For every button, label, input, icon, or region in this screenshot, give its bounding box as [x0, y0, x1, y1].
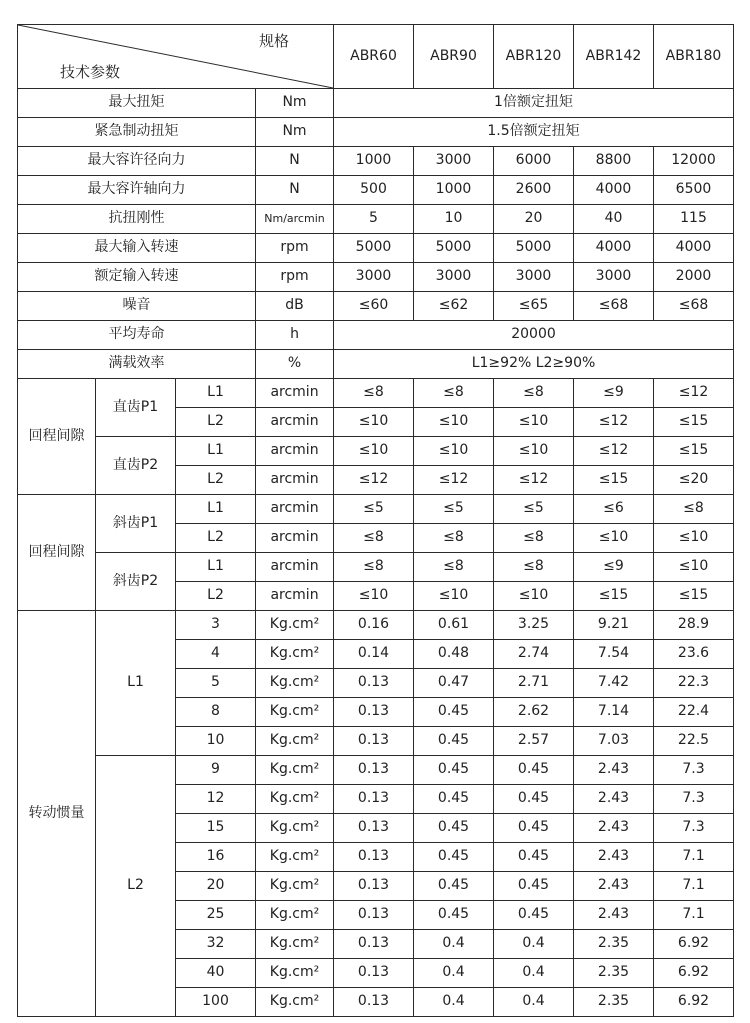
value-cell: 0.13 [334, 843, 414, 872]
unit-cell: Kg.cm² [256, 988, 334, 1017]
subgroup-label: 直齿P1 [96, 379, 176, 437]
subgroup-label: L2 [96, 756, 176, 1017]
value-cell: ≤12 [654, 379, 734, 408]
merged-value: 20000 [334, 321, 734, 350]
value-cell: 1000 [334, 147, 414, 176]
param-name: 平均寿命 [18, 321, 256, 350]
ratio-cell: 5 [176, 669, 256, 698]
unit-cell: arcmin [256, 437, 334, 466]
param-unit: % [256, 350, 334, 379]
ratio-cell: 8 [176, 698, 256, 727]
value-cell: 12000 [654, 147, 734, 176]
value-cell: 7.3 [654, 814, 734, 843]
ratio-cell: 100 [176, 988, 256, 1017]
value-cell: 28.9 [654, 611, 734, 640]
value-cell: 9.21 [574, 611, 654, 640]
value-cell: 10 [414, 205, 494, 234]
backlash-row [18, 553, 734, 582]
value-cell: ≤10 [494, 408, 574, 437]
param-unit: N [256, 147, 334, 176]
value-cell: 3000 [494, 263, 574, 292]
merged-value: L1≥92% L2≥90% [334, 350, 734, 379]
value-cell: 5000 [414, 234, 494, 263]
model-header: ABR60 [334, 25, 414, 89]
value-cell: 0.14 [334, 640, 414, 669]
value-cell: 7.42 [574, 669, 654, 698]
unit-cell: Kg.cm² [256, 611, 334, 640]
unit-cell: arcmin [256, 495, 334, 524]
value-cell: 0.13 [334, 988, 414, 1017]
value-cell: 8800 [574, 147, 654, 176]
value-cell: 0.45 [414, 785, 494, 814]
unit-cell: arcmin [256, 408, 334, 437]
value-cell: ≤68 [654, 292, 734, 321]
unit-cell: arcmin [256, 524, 334, 553]
value-cell: ≤10 [574, 524, 654, 553]
value-cell: 1000 [414, 176, 494, 205]
value-cell: ≤15 [574, 582, 654, 611]
value-cell: ≤15 [654, 408, 734, 437]
value-cell: ≤8 [494, 379, 574, 408]
value-cell: 2.74 [494, 640, 574, 669]
value-cell: 0.45 [494, 901, 574, 930]
unit-cell: Kg.cm² [256, 901, 334, 930]
value-cell: ≤10 [654, 553, 734, 582]
value-cell: 0.13 [334, 901, 414, 930]
param-row [18, 118, 734, 147]
param-unit: h [256, 321, 334, 350]
merged-value: 1倍额定扭矩 [334, 89, 734, 118]
value-cell: 4000 [574, 234, 654, 263]
param-unit: rpm [256, 234, 334, 263]
header-corner-cell [18, 25, 334, 89]
value-cell: 0.47 [414, 669, 494, 698]
value-cell: 22.3 [654, 669, 734, 698]
param-unit: N [256, 176, 334, 205]
value-cell: 23.6 [654, 640, 734, 669]
value-cell: 2.35 [574, 959, 654, 988]
value-cell: 0.48 [414, 640, 494, 669]
param-name: 满载效率 [18, 350, 256, 379]
model-header: ABR120 [494, 25, 574, 89]
value-cell: 0.13 [334, 669, 414, 698]
value-cell: ≤65 [494, 292, 574, 321]
value-cell: 7.3 [654, 756, 734, 785]
value-cell: 6.92 [654, 959, 734, 988]
param-row [18, 263, 734, 292]
value-cell: ≤20 [654, 466, 734, 495]
value-cell: 0.16 [334, 611, 414, 640]
backlash-row [18, 437, 734, 466]
value-cell: 0.4 [414, 988, 494, 1017]
value-cell: ≤8 [494, 524, 574, 553]
stage-cell: L2 [176, 408, 256, 437]
value-cell: ≤10 [334, 437, 414, 466]
value-cell: ≤60 [334, 292, 414, 321]
value-cell: 7.54 [574, 640, 654, 669]
value-cell: 0.13 [334, 930, 414, 959]
ratio-cell: 4 [176, 640, 256, 669]
value-cell: 500 [334, 176, 414, 205]
value-cell: 2.43 [574, 785, 654, 814]
value-cell: 2000 [654, 263, 734, 292]
stage-cell: L1 [176, 553, 256, 582]
param-row [18, 89, 734, 118]
unit-cell: Kg.cm² [256, 727, 334, 756]
group-label: 转动惯量 [18, 611, 96, 1017]
unit-cell: Kg.cm² [256, 669, 334, 698]
param-name: 最大容许径向力 [18, 147, 256, 176]
unit-cell: Kg.cm² [256, 756, 334, 785]
value-cell: ≤12 [494, 466, 574, 495]
value-cell: ≤62 [414, 292, 494, 321]
stage-cell: L1 [176, 495, 256, 524]
unit-cell: Kg.cm² [256, 959, 334, 988]
value-cell: 7.1 [654, 843, 734, 872]
value-cell: 7.14 [574, 698, 654, 727]
model-header: ABR142 [574, 25, 654, 89]
unit-cell: Kg.cm² [256, 640, 334, 669]
ratio-cell: 25 [176, 901, 256, 930]
ratio-cell: 40 [176, 959, 256, 988]
value-cell: ≤8 [654, 495, 734, 524]
unit-cell: arcmin [256, 466, 334, 495]
param-row [18, 147, 734, 176]
stage-cell: L2 [176, 582, 256, 611]
backlash-row [18, 379, 734, 408]
value-cell: ≤10 [414, 437, 494, 466]
value-cell: 20 [494, 205, 574, 234]
value-cell: ≤10 [334, 408, 414, 437]
param-name: 噪音 [18, 292, 256, 321]
ratio-cell: 20 [176, 872, 256, 901]
value-cell: 5000 [494, 234, 574, 263]
value-cell: ≤8 [494, 553, 574, 582]
value-cell: 6000 [494, 147, 574, 176]
subgroup-label: L1 [96, 611, 176, 756]
stage-cell: L1 [176, 437, 256, 466]
ratio-cell: 32 [176, 930, 256, 959]
value-cell: 0.45 [414, 901, 494, 930]
model-header: ABR90 [414, 25, 494, 89]
value-cell: ≤12 [414, 466, 494, 495]
group-label: 回程间隙 [18, 495, 96, 611]
value-cell: 22.4 [654, 698, 734, 727]
value-cell: ≤10 [334, 582, 414, 611]
value-cell: 0.4 [494, 930, 574, 959]
value-cell: 7.3 [654, 785, 734, 814]
value-cell: 0.13 [334, 756, 414, 785]
value-cell: 0.13 [334, 698, 414, 727]
value-cell: ≤8 [334, 524, 414, 553]
value-cell: ≤8 [334, 379, 414, 408]
value-cell: ≤10 [494, 437, 574, 466]
param-row [18, 176, 734, 205]
model-header: ABR180 [654, 25, 734, 89]
unit-cell: Kg.cm² [256, 872, 334, 901]
unit-cell: Kg.cm² [256, 814, 334, 843]
value-cell: 0.4 [494, 959, 574, 988]
inertia-row [18, 756, 734, 785]
value-cell: 2.62 [494, 698, 574, 727]
value-cell: ≤9 [574, 379, 654, 408]
value-cell: 0.4 [414, 930, 494, 959]
value-cell: 2.43 [574, 814, 654, 843]
value-cell: 2.43 [574, 756, 654, 785]
unit-cell: Kg.cm² [256, 785, 334, 814]
value-cell: ≤8 [414, 379, 494, 408]
value-cell: ≤9 [574, 553, 654, 582]
value-cell: ≤15 [654, 582, 734, 611]
param-name: 紧急制动扭矩 [18, 118, 256, 147]
value-cell: 0.45 [414, 698, 494, 727]
param-row [18, 292, 734, 321]
value-cell: 0.45 [414, 843, 494, 872]
stage-cell: L2 [176, 466, 256, 495]
value-cell: 4000 [574, 176, 654, 205]
value-cell: ≤6 [574, 495, 654, 524]
param-unit: Nm [256, 89, 334, 118]
value-cell: 2.57 [494, 727, 574, 756]
merged-value: 1.5倍额定扭矩 [334, 118, 734, 147]
value-cell: 0.61 [414, 611, 494, 640]
value-cell: ≤15 [574, 466, 654, 495]
unit-cell: arcmin [256, 553, 334, 582]
value-cell: 3000 [414, 147, 494, 176]
value-cell: ≤10 [414, 582, 494, 611]
value-cell: 4000 [654, 234, 734, 263]
param-row [18, 205, 734, 234]
value-cell: 7.1 [654, 872, 734, 901]
value-cell: 0.45 [414, 727, 494, 756]
unit-cell: arcmin [256, 379, 334, 408]
header-row [18, 25, 734, 89]
value-cell: 0.13 [334, 814, 414, 843]
value-cell: 2.43 [574, 901, 654, 930]
value-cell: 6.92 [654, 930, 734, 959]
value-cell: 5000 [334, 234, 414, 263]
value-cell: 115 [654, 205, 734, 234]
unit-cell: arcmin [256, 582, 334, 611]
param-row [18, 321, 734, 350]
value-cell: ≤10 [654, 524, 734, 553]
param-row [18, 234, 734, 263]
table-body [18, 25, 734, 1017]
spec-table [17, 24, 734, 1017]
unit-cell: Kg.cm² [256, 930, 334, 959]
value-cell: 3.25 [494, 611, 574, 640]
value-cell: ≤10 [414, 408, 494, 437]
value-cell: ≤8 [414, 553, 494, 582]
value-cell: 3000 [574, 263, 654, 292]
value-cell: ≤12 [574, 437, 654, 466]
ratio-cell: 16 [176, 843, 256, 872]
value-cell: 0.45 [414, 814, 494, 843]
value-cell: 2.35 [574, 930, 654, 959]
value-cell: 2.71 [494, 669, 574, 698]
value-cell: 6.92 [654, 988, 734, 1017]
group-label: 回程间隙 [18, 379, 96, 495]
stage-cell: L2 [176, 524, 256, 553]
value-cell: 0.4 [494, 988, 574, 1017]
param-name: 最大输入转速 [18, 234, 256, 263]
subgroup-label: 直齿P2 [96, 437, 176, 495]
value-cell: 0.45 [494, 756, 574, 785]
param-row [18, 350, 734, 379]
ratio-cell: 15 [176, 814, 256, 843]
param-unit: rpm [256, 263, 334, 292]
value-cell: 0.13 [334, 785, 414, 814]
value-cell: ≤8 [334, 553, 414, 582]
ratio-cell: 10 [176, 727, 256, 756]
value-cell: 2600 [494, 176, 574, 205]
param-name: 最大扭矩 [18, 89, 256, 118]
value-cell: ≤8 [414, 524, 494, 553]
value-cell: ≤68 [574, 292, 654, 321]
value-cell: 3000 [334, 263, 414, 292]
ratio-cell: 9 [176, 756, 256, 785]
ratio-cell: 3 [176, 611, 256, 640]
param-name: 额定输入转速 [18, 263, 256, 292]
value-cell: 5 [334, 205, 414, 234]
param-name: 抗扭刚性 [18, 205, 256, 234]
unit-cell: Kg.cm² [256, 843, 334, 872]
value-cell: ≤12 [574, 408, 654, 437]
value-cell: ≤15 [654, 437, 734, 466]
stage-cell: L1 [176, 379, 256, 408]
spec-label: 规格 [258, 32, 289, 50]
value-cell: 7.1 [654, 901, 734, 930]
value-cell: 2.35 [574, 988, 654, 1017]
value-cell: 0.13 [334, 727, 414, 756]
value-cell: 0.13 [334, 959, 414, 988]
backlash-row [18, 495, 734, 524]
unit-cell: Kg.cm² [256, 698, 334, 727]
subgroup-label: 斜齿P1 [96, 495, 176, 553]
ratio-cell: 12 [176, 785, 256, 814]
value-cell: 0.45 [494, 843, 574, 872]
value-cell: 0.13 [334, 872, 414, 901]
value-cell: ≤5 [334, 495, 414, 524]
param-unit: Nm/arcmin [256, 205, 334, 234]
value-cell: 0.45 [494, 814, 574, 843]
value-cell: 2.43 [574, 843, 654, 872]
value-cell: ≤12 [334, 466, 414, 495]
value-cell: 7.03 [574, 727, 654, 756]
value-cell: 6500 [654, 176, 734, 205]
value-cell: 3000 [414, 263, 494, 292]
value-cell: 2.43 [574, 872, 654, 901]
param-unit: dB [256, 292, 334, 321]
param-unit: Nm [256, 118, 334, 147]
value-cell: 0.45 [494, 785, 574, 814]
value-cell: 0.45 [414, 872, 494, 901]
value-cell: ≤5 [414, 495, 494, 524]
value-cell: ≤10 [494, 582, 574, 611]
value-cell: ≤5 [494, 495, 574, 524]
param-label: 技术参数 [60, 62, 121, 81]
value-cell: 22.5 [654, 727, 734, 756]
subgroup-label: 斜齿P2 [96, 553, 176, 611]
value-cell: 0.4 [414, 959, 494, 988]
value-cell: 0.45 [414, 756, 494, 785]
param-name: 最大容许轴向力 [18, 176, 256, 205]
value-cell: 0.45 [494, 872, 574, 901]
inertia-row [18, 611, 734, 640]
value-cell: 40 [574, 205, 654, 234]
